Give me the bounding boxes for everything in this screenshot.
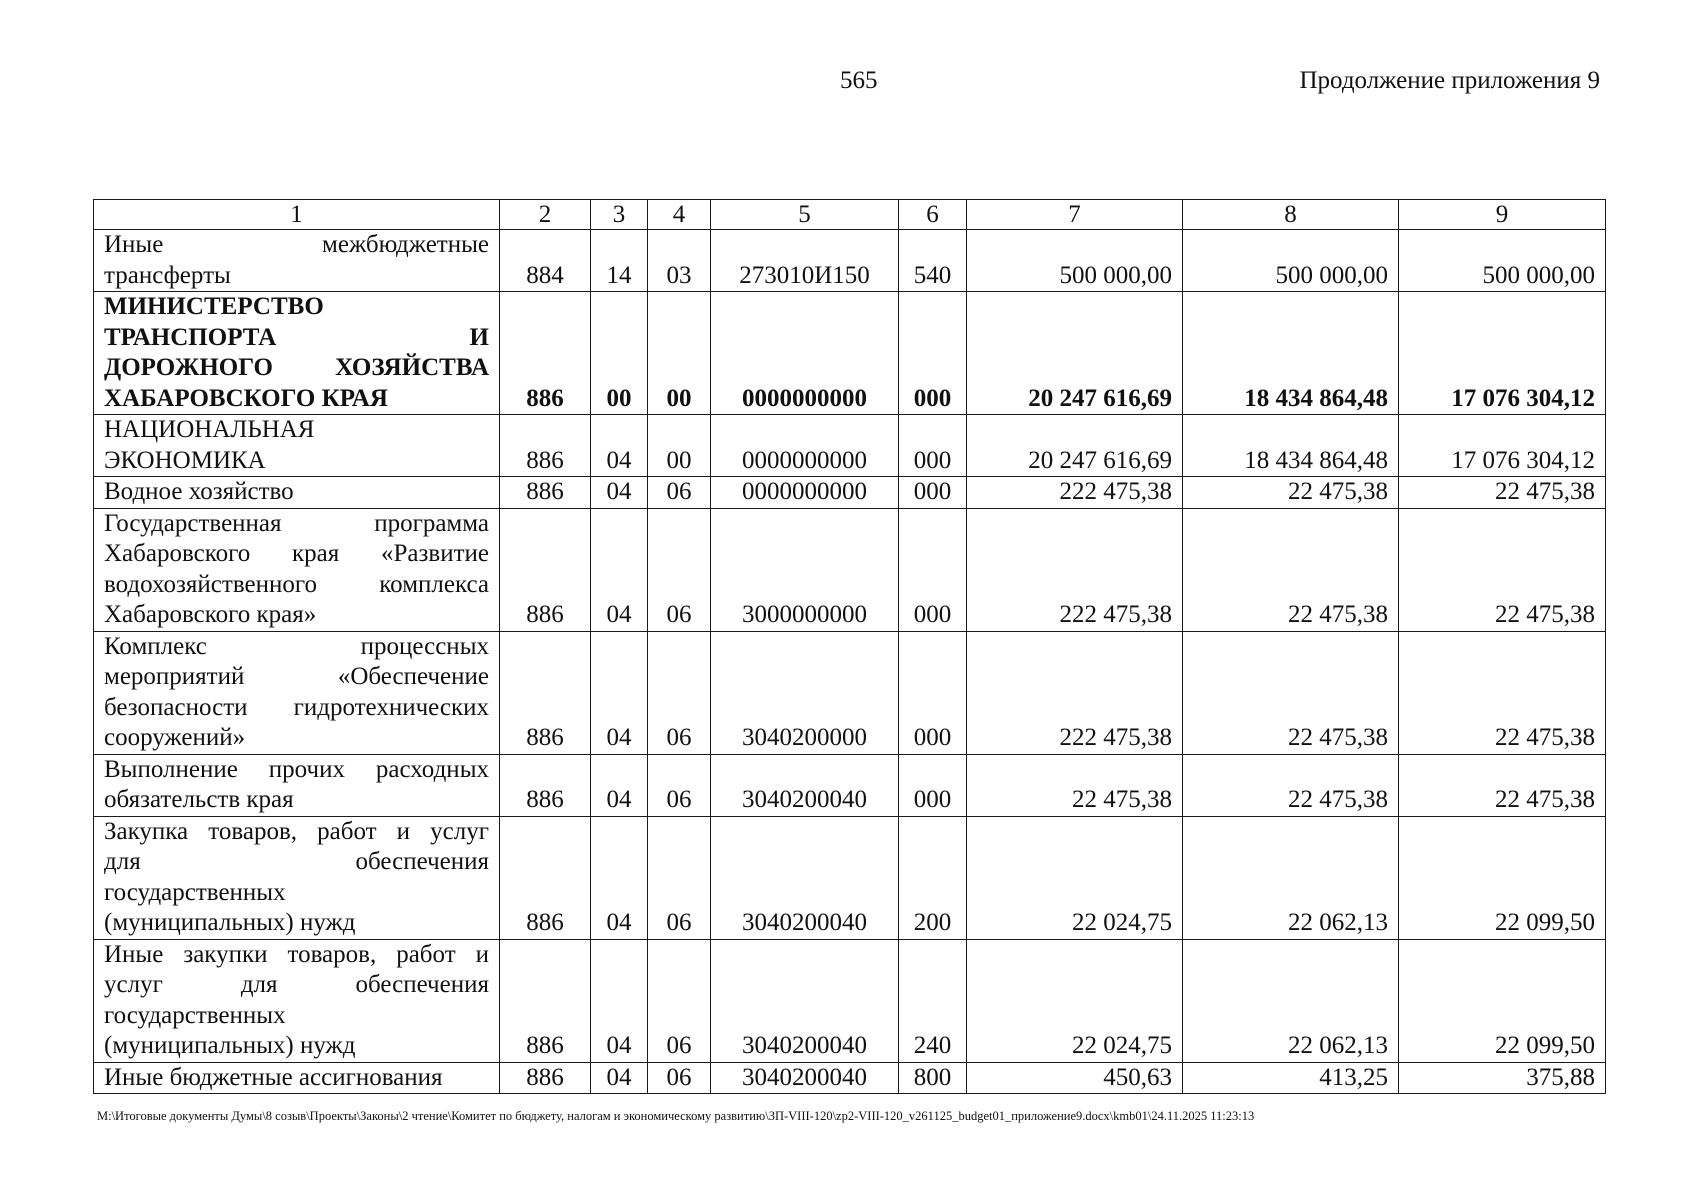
amount-year-2: 18 434 864,48: [1183, 415, 1399, 477]
target-article-code: 3040200000: [711, 631, 899, 754]
expense-type-code: 000: [899, 754, 967, 816]
amount-year-2: 22 475,38: [1183, 631, 1399, 754]
expense-type-code: 000: [899, 292, 967, 415]
amount-year-2: 413,25: [1183, 1062, 1399, 1094]
row-name-line: (муниципальных) нужд: [104, 909, 356, 936]
amount-year-3: 17 076 304,12: [1399, 292, 1606, 415]
row-name: [94, 939, 500, 1062]
row-name-line: государственных: [104, 1001, 286, 1029]
subsection-code: 06: [648, 1062, 711, 1094]
subsection-code: 06: [648, 631, 711, 754]
section-code: 14: [591, 230, 648, 292]
column-number: 9: [1399, 200, 1606, 230]
row-name-line: Закупка товаров, работ и услуг: [104, 817, 489, 845]
target-article-code: 3040200040: [711, 1062, 899, 1094]
row-name: [94, 477, 500, 509]
subsection-code: 00: [648, 415, 711, 477]
column-number: 2: [500, 200, 591, 230]
row-name-line: услуг для обеспечения: [104, 971, 489, 998]
amount-year-2: 18 434 864,48: [1183, 292, 1399, 415]
subsection-code: 06: [648, 939, 711, 1062]
amount-year-1: 450,63: [967, 1062, 1183, 1094]
expense-type-code: 200: [899, 816, 967, 939]
amount-year-3: 22 099,50: [1399, 816, 1606, 939]
amount-year-3: 22 475,38: [1399, 477, 1606, 509]
administrator-code: 886: [500, 477, 591, 509]
column-number: 6: [899, 200, 967, 230]
table-row: [94, 415, 1606, 477]
target-article-code: 3040200040: [711, 754, 899, 816]
row-name-line: Иные межбюджетные: [104, 231, 489, 258]
row-name-line: обязательств края: [104, 786, 294, 813]
section-code: 04: [591, 939, 648, 1062]
row-name-line: Иные закупки товаров, работ и: [104, 940, 489, 968]
row-name-line: водохозяйственного комплекса: [104, 570, 489, 598]
row-name-line: мероприятий «Обеспечение: [104, 663, 489, 690]
section-code: 04: [591, 816, 648, 939]
row-name: [94, 415, 500, 477]
target-article-code: 0000000000: [711, 477, 899, 509]
column-number: 4: [648, 200, 711, 230]
administrator-code: 886: [500, 1062, 591, 1094]
footer-file-path: M:\Итоговые документы Думы\8 созыв\Проекты\Законы\2 чтение\Комитет по бюджету, налогам и экономическому развитию\ЗП-VIII-120\zp2-VIII-120_v261125_budget01_приложение9.docx\kmb01\24.11.2025 11:23:13: [97, 1109, 1255, 1123]
table-row: [94, 939, 1606, 1062]
table-row: [94, 816, 1606, 939]
target-article-code: 0000000000: [711, 415, 899, 477]
amount-year-2: 22 062,13: [1183, 939, 1399, 1062]
appendix-label: Продолжение приложения 9: [1299, 67, 1600, 94]
row-name-line: Выполнение прочих расходных: [104, 755, 489, 783]
row-name: [94, 816, 500, 939]
section-code: 04: [591, 754, 648, 816]
section-code: 04: [591, 508, 648, 631]
row-name-line: ЭКОНОМИКА: [104, 446, 266, 474]
column-number: 8: [1183, 200, 1399, 230]
row-name-line: НАЦИОНАЛЬНАЯ: [104, 416, 315, 443]
subsection-code: 06: [648, 477, 711, 509]
amount-year-2: 22 062,13: [1183, 816, 1399, 939]
row-name-line: (муниципальных) нужд: [104, 1032, 356, 1059]
administrator-code: 886: [500, 508, 591, 631]
row-name-line: для обеспечения: [104, 848, 489, 875]
expense-type-code: 000: [899, 477, 967, 509]
subsection-code: 00: [648, 292, 711, 415]
section-code: 04: [591, 477, 648, 509]
amount-year-2: 22 475,38: [1183, 754, 1399, 816]
row-name-line: государственных: [104, 878, 286, 906]
administrator-code: 886: [500, 754, 591, 816]
column-number: 1: [94, 200, 500, 230]
section-code: 00: [591, 292, 648, 415]
row-name: [94, 292, 500, 415]
row-name-line: ХАБАРОВСКОГО КРАЯ: [104, 384, 388, 412]
amount-year-3: 22 475,38: [1399, 631, 1606, 754]
amount-year-1: 20 247 616,69: [967, 292, 1183, 415]
row-name-line: Водное хозяйство: [104, 478, 294, 505]
expense-type-code: 000: [899, 631, 967, 754]
subsection-code: 06: [648, 754, 711, 816]
amount-year-1: 22 024,75: [967, 816, 1183, 939]
administrator-code: 886: [500, 631, 591, 754]
row-name-line: Комплекс процессных: [104, 632, 489, 660]
table-row: [94, 631, 1606, 754]
expense-type-code: 000: [899, 415, 967, 477]
administrator-code: 886: [500, 292, 591, 415]
page-number: 565: [840, 67, 878, 94]
section-code: 04: [591, 631, 648, 754]
amount-year-2: 500 000,00: [1183, 230, 1399, 292]
amount-year-1: 20 247 616,69: [967, 415, 1183, 477]
row-name-line: Хабаровского края»: [104, 601, 317, 628]
target-article-code: 3000000000: [711, 508, 899, 631]
target-article-code: 3040200040: [711, 939, 899, 1062]
subsection-code: 06: [648, 508, 711, 631]
column-number: 3: [591, 200, 648, 230]
subsection-code: 03: [648, 230, 711, 292]
row-name: [94, 1062, 500, 1094]
target-article-code: 0000000000: [711, 292, 899, 415]
expense-type-code: 240: [899, 939, 967, 1062]
row-name: [94, 508, 500, 631]
table-row: [94, 754, 1606, 816]
row-name-line: безопасности гидротехнических: [104, 693, 489, 721]
table-row: [94, 477, 1606, 509]
amount-year-1: 22 024,75: [967, 939, 1183, 1062]
amount-year-1: 22 475,38: [967, 754, 1183, 816]
row-name-line: Государственная программа: [104, 509, 489, 537]
expense-type-code: 000: [899, 508, 967, 631]
amount-year-3: 375,88: [1399, 1062, 1606, 1094]
amount-year-1: 222 475,38: [967, 477, 1183, 509]
amount-year-2: 22 475,38: [1183, 508, 1399, 631]
row-name-line: сооружений»: [104, 724, 246, 751]
table-body: [94, 200, 1606, 1094]
amount-year-1: 222 475,38: [967, 631, 1183, 754]
amount-year-3: 500 000,00: [1399, 230, 1606, 292]
column-number: 5: [711, 200, 899, 230]
row-name-line: ТРАНСПОРТА И: [104, 323, 489, 351]
subsection-code: 06: [648, 816, 711, 939]
table-row: [94, 1062, 1606, 1094]
administrator-code: 884: [500, 230, 591, 292]
target-article-code: 3040200040: [711, 816, 899, 939]
administrator-code: 886: [500, 939, 591, 1062]
column-number-row: [94, 200, 1606, 230]
section-code: 04: [591, 415, 648, 477]
amount-year-1: 222 475,38: [967, 508, 1183, 631]
row-name: [94, 754, 500, 816]
amount-year-3: 22 099,50: [1399, 939, 1606, 1062]
column-number: 7: [967, 200, 1183, 230]
row-name-line: Хабаровского края «Развитие: [104, 540, 489, 567]
row-name-line: МИНИСТЕРСТВО: [104, 293, 324, 320]
amount-year-1: 500 000,00: [967, 230, 1183, 292]
table-row: [94, 230, 1606, 292]
amount-year-3: 22 475,38: [1399, 508, 1606, 631]
target-article-code: 273010И150: [711, 230, 899, 292]
expense-type-code: 800: [899, 1062, 967, 1094]
amount-year-3: 22 475,38: [1399, 754, 1606, 816]
administrator-code: 886: [500, 816, 591, 939]
amount-year-3: 17 076 304,12: [1399, 415, 1606, 477]
row-name-line: ДОРОЖНОГО ХОЗЯЙСТВА: [104, 354, 489, 381]
row-name: [94, 230, 500, 292]
row-name-line: трансферты: [104, 261, 231, 289]
expense-type-code: 540: [899, 230, 967, 292]
row-name: [94, 631, 500, 754]
administrator-code: 886: [500, 415, 591, 477]
budget-table: [93, 199, 1606, 1094]
section-code: 04: [591, 1062, 648, 1094]
amount-year-2: 22 475,38: [1183, 477, 1399, 509]
table-row: [94, 508, 1606, 631]
row-name-line: Иные бюджетные ассигнования: [104, 1063, 443, 1091]
table-row: [94, 292, 1606, 415]
